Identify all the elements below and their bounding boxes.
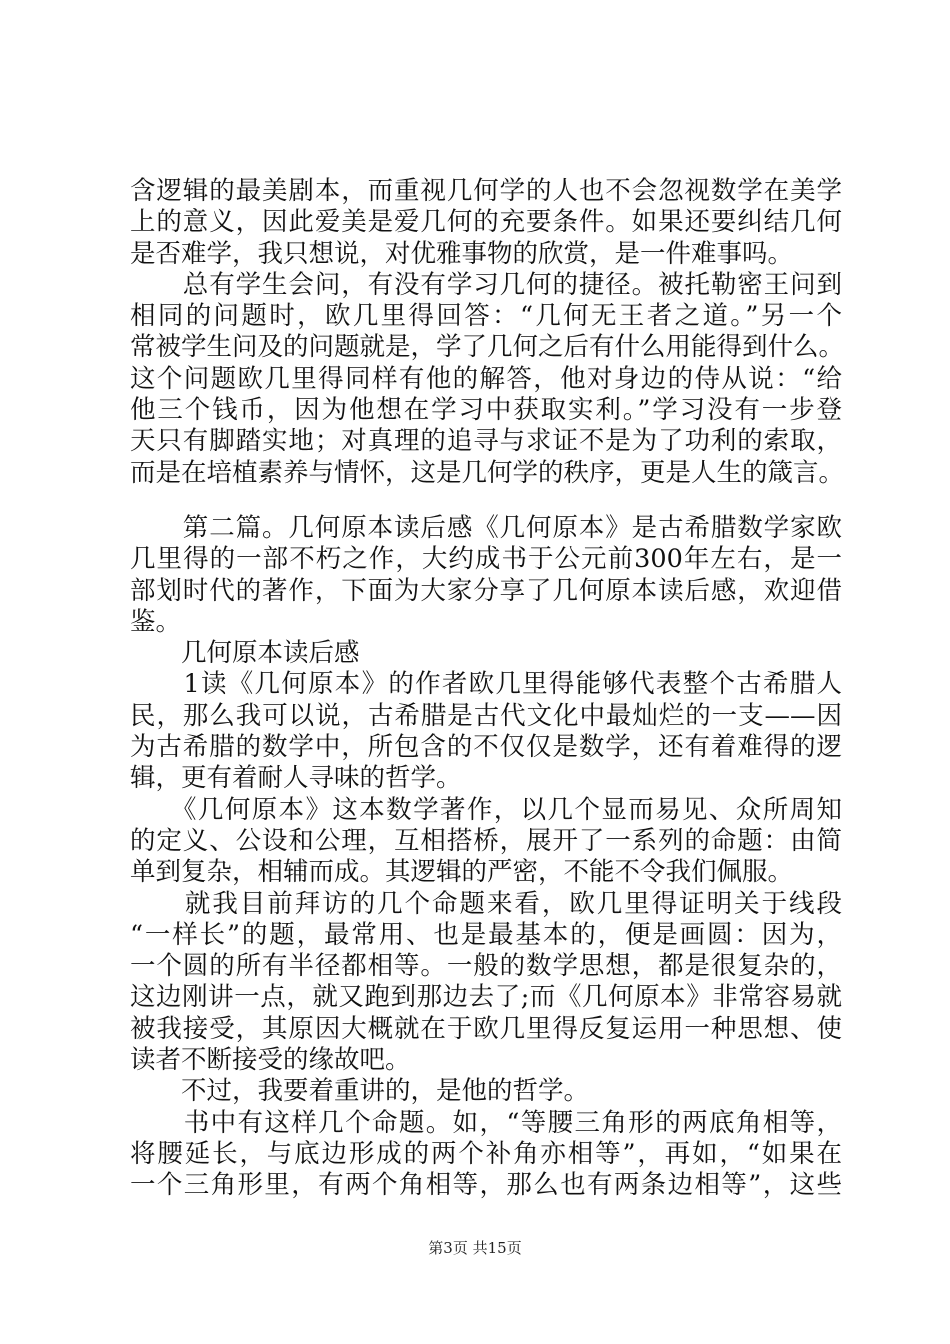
text-line: 民，那么我可以说，古希腊是古代文化中最灿烂的一支——因 (130, 700, 842, 731)
text-line: 辑，更有着耐人寻味的哲学。 (130, 763, 462, 794)
text-line: 是否难学，我只想说，对优雅事物的欣赏，是一件难事吗。 (130, 238, 794, 269)
text-line: 被我接受，其原因大概就在于欧几里得反复运用一种思想、使 (130, 1013, 842, 1044)
text-line: 为古希腊的数学中，所包含的不仅仅是数学，还有着难得的逻 (130, 732, 842, 763)
text-line: 1读《几何原本》的作者欧几里得能够代表整个古希腊人 (130, 669, 842, 700)
text-line: 鉴。 (130, 606, 182, 637)
text-line: 将腰延长，与底边形成的两个补角亦相等”，再如，“如果在 (130, 1138, 842, 1169)
text-line: 就我目前拜访的几个命题来看，欧几里得证明关于线段 (130, 888, 842, 919)
text-line: 总有学生会问，有没有学习几何的捷径。被托勒密王问到 (130, 269, 842, 300)
text-line: 相同的问题时，欧几里得回答：“几何无王者之道。”另一个 (130, 301, 842, 332)
text-line: 单到复杂，相辅而成。其逻辑的严密，不能不令我们佩服。 (130, 857, 794, 888)
paragraph-gap (130, 489, 842, 513)
text-line: 天只有脚踏实地；对真理的追寻与求证不是为了功利的索取， (130, 426, 842, 457)
section-heading: 几何原本读后感 (130, 638, 360, 669)
page-number-footer: 第3页 共15页 (428, 1239, 522, 1257)
text-line: 几里得的一部不朽之作，大约成书于公元前300年左右，是一 (130, 544, 842, 575)
text-line: 一个三角形里，有两个角相等，那么也有两条边相等”，这些 (130, 1170, 842, 1201)
text-line: 上的意义，因此爱美是爱几何的充要条件。如果还要纠结几何 (130, 207, 842, 238)
text-line: “一样长”的题，最常用、也是最基本的，便是画圆：因为， (130, 919, 842, 950)
text-line: 的定义、公设和公理，互相搭桥，展开了一系列的命题：由简 (130, 825, 842, 856)
text-line: 读者不断接受的缘故吧。 (130, 1045, 411, 1076)
text-line: 他三个钱币，因为他想在学习中获取实利。”学习没有一步登 (130, 395, 842, 426)
text-line: 含逻辑的最美剧本，而重视几何学的人也不会忽视数学在美学 (130, 176, 842, 206)
document-body (130, 176, 845, 1202)
text-line: 这个问题欧几里得同样有他的解答，他对身边的侍从说：“给 (130, 363, 842, 394)
text-line: 不过，我要着重讲的，是他的哲学。 (130, 1076, 590, 1107)
text-line: 这边刚讲一点，就又跑到那边去了;而《几何原本》非常容易就 (130, 982, 842, 1013)
text-line: 一个圆的所有半径都相等。一般的数学思想，都是很复杂的， (130, 951, 842, 982)
text-line: 《几何原本》这本数学著作，以几个显而易见、众所周知 (130, 794, 842, 825)
text-line: 而是在培植素养与情怀，这是几何学的秩序，更是人生的箴言。 (130, 457, 845, 488)
text-line: 第二篇。几何原本读后感《几何原本》是古希腊数学家欧 (130, 512, 842, 543)
text-line: 部划时代的著作，下面为大家分享了几何原本读后感，欢迎借 (130, 575, 842, 606)
text-line: 书中有这样几个命题。如，“等腰三角形的两底角相等， (130, 1107, 842, 1138)
text-line: 常被学生问及的问题就是，学了几何之后有什么用能得到什么。 (130, 332, 845, 363)
